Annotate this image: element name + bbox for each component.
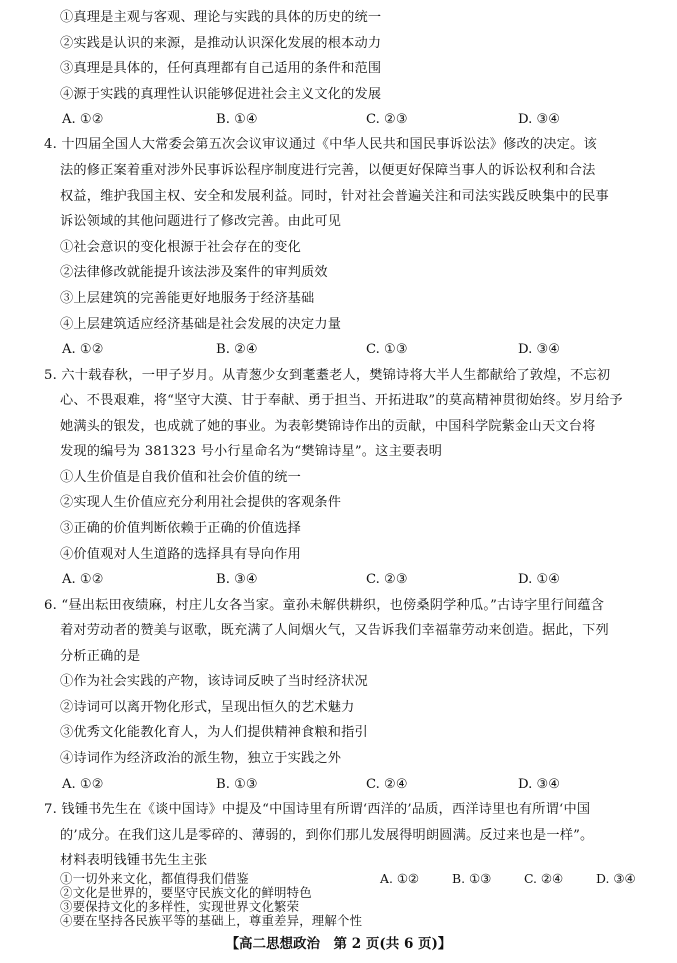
q6-item-4: ④诗词作为经济政治的派生物，独立于实践之外 <box>60 751 342 766</box>
q5-item-1: ①人生价值是自我价值和社会价值的统一 <box>60 470 301 485</box>
q3-option-b: B. ①④ <box>216 112 258 127</box>
q5-stem-line-1: 5. 六十载春秋，一甲子岁月。从青葱少女到耄耋老人，樊锦诗将大半人生都献给了敦煌，不忘初 <box>44 368 611 383</box>
q5-stem-line-4: 发现的编号为 381323 号小行星命名为“樊锦诗星”。这主要表明 <box>60 444 443 459</box>
q3-option-d: D. ③④ <box>518 112 561 127</box>
q3-item-1: ①真理是主观与客观、理论与实践的具体的历史的统一 <box>60 10 382 25</box>
q4-stem-line-4: 诉讼领域的其他问题进行了修改完善。由此可见 <box>60 214 342 229</box>
q3-item-4: ④源于实践的真理性认识能够促进社会主义文化的发展 <box>60 87 382 102</box>
q7-stem-line-2: 的’成分。在我们这儿是零碎的、薄弱的，到你们那儿发展得明朗圆满。反过来也是一样”。 <box>60 828 594 843</box>
q7-option-d: D. ③④ <box>596 871 636 886</box>
q5-stem-line-3: 她满头的银发，也成就了她的事业。为表彰樊锦诗作出的贡献，中国科学院紫金山天文台将 <box>60 419 596 434</box>
q4-option-d: D. ③④ <box>518 342 561 357</box>
page-footer: 【高二思想政治 第 2 页(共 6 页)】 <box>225 936 452 952</box>
q5-item-2: ②实现人生价值应充分利用社会提供的客观条件 <box>60 495 342 510</box>
q6-option-b: B. ①③ <box>216 777 258 792</box>
q7-item-1: ①一切外来文化，都值得我们借鉴 <box>60 871 249 886</box>
q6-item-3: ③优秀文化能教化育人，为人们提供精神食粮和指引 <box>60 725 368 740</box>
q4-stem-line-2: 法的修正案着重对涉外民事诉讼程序制度进行完善，以便更好保障当事人的诉讼权利和合法 <box>60 163 596 178</box>
q6-option-a: A. ①② <box>62 777 104 792</box>
q6-item-1: ①作为社会实践的产物，该诗词反映了当时经济状况 <box>60 674 368 689</box>
q3-option-c: C. ②③ <box>366 112 408 127</box>
q6-item-2: ②诗词可以离开物化形式，呈现出恒久的艺术魅力 <box>60 700 355 715</box>
q7-option-c: C. ②④ <box>524 871 564 886</box>
q7-stem-line-3: 材料表明钱锺书先生主张 <box>60 853 208 868</box>
q4-stem-line-3: 权益，维护我国主权、安全和发展利益。同时，针对社会普遍关注和司法实践反映集中的民事 <box>60 189 609 204</box>
q5-option-d: D. ①④ <box>518 572 561 587</box>
q3-option-a: A. ①② <box>62 112 104 127</box>
q7-option-b: B. ①③ <box>452 871 492 886</box>
q7-option-a: A. ①② <box>380 871 420 886</box>
q4-item-4: ④上层建筑适应经济基础是社会发展的决定力量 <box>60 317 342 332</box>
q7-item-2: ②文化是世界的，要坚守民族文化的鲜明特色 <box>60 885 312 900</box>
q4-item-1: ①社会意识的变化根源于社会存在的变化 <box>60 240 301 255</box>
q7-item-4: ④要在坚持各民族平等的基础上，尊重差异，理解个性 <box>60 913 363 928</box>
q5-option-a: A. ①② <box>62 572 104 587</box>
q6-option-c: C. ②④ <box>366 777 408 792</box>
q6-stem-line-2: 着对劳动者的赞美与讴歌，既充满了人间烟火气，又告诉我们幸福靠劳动来创造。据此，下列 <box>60 623 609 638</box>
q7-item-3: ③要保持文化的多样性，实现世界文化繁荣 <box>60 899 300 914</box>
q4-option-a: A. ①② <box>62 342 104 357</box>
q5-item-3: ③正确的价值判断依赖于正确的价值选择 <box>60 521 301 536</box>
q3-item-2: ②实践是认识的来源，是推动认识深化发展的根本动力 <box>60 36 382 51</box>
q5-option-b: B. ③④ <box>216 572 258 587</box>
q3-item-3: ③真理是具体的，任何真理都有自己适用的条件和范围 <box>60 61 382 76</box>
q4-option-c: C. ①③ <box>366 342 408 357</box>
q5-option-c: C. ②③ <box>366 572 408 587</box>
q5-item-4: ④价值观对人生道路的选择具有导向作用 <box>60 547 301 562</box>
q4-item-2: ②法律修改就能提升该法涉及案件的审判质效 <box>60 265 328 280</box>
q4-option-b: B. ②④ <box>216 342 258 357</box>
q4-item-3: ③上层建筑的完善能更好地服务于经济基础 <box>60 291 315 306</box>
q6-stem-line-3: 分析正确的是 <box>60 649 141 664</box>
q7-stem-line-1: 7. 钱锺书先生在《谈中国诗》中提及“中国诗里有所谓‘西洋的’品质，西洋诗里也有所谓‘中国 <box>44 802 591 817</box>
q4-stem-line-1: 4. 十四届全国人大常委会第五次会议审议通过《中华人民共和国民事诉讼法》修改的决定。该 <box>44 137 597 152</box>
q6-option-d: D. ③④ <box>518 777 561 792</box>
q6-stem-line-1: 6. “昼出耘田夜绩麻，村庄儿女各当家。童孙未解供耕织，也傍桑阴学种瓜。”古诗字里行间蕴含 <box>44 598 605 613</box>
q5-stem-line-2: 心、不畏艰难，将“坚守大漠、甘于奉献、勇于担当、开拓进取”的莫高精神贯彻始终。岁月给予 <box>60 393 623 408</box>
